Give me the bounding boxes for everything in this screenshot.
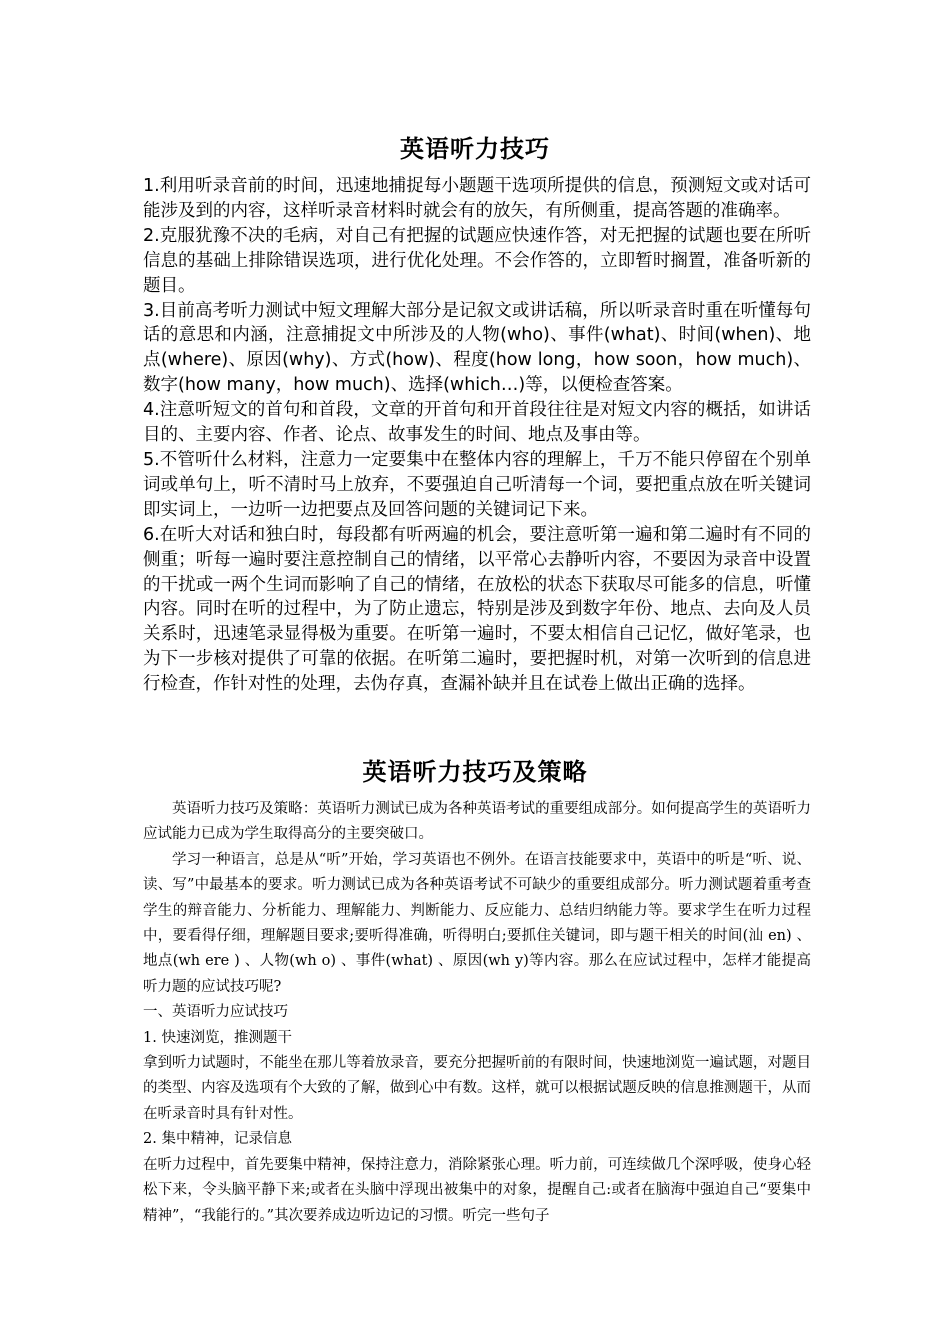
body-paragraph: 学习一种语言，总是从“听”开始，学习英语也不例外。在语言技能要求中，英语中的听是“听、说、读、写”中最基本的要求。听力测试已成为各种英语考试不可缺少的重要组成部分。听力测试题着重考查学生的辩音能力、分析能力、理解能力、判断能力、反应能力、总结归纳能力等。要求学生在听力过程中，要看得仔细，理解题目要求;要听得准确，听得明白;要抓住关键词，即与题干相关的时间(汕 en) 、地点(wh ere ) 、人物(wh o) 、事件(what) 、原因(wh y)等内容。那么在应试过程中，怎样才能提高听力题的应试技巧呢?	[143, 851, 811, 995]
tip-paragraph: 6.在听大对话和独白时，每段都有听两遍的机会，要注意听第一遍和第二遍时有不同的侧重；听每一遍时要注意控制自己的情绪，以平常心去静听内容，不要因为录音中设置的干扰或一两个生词而影响了自己的情绪，在放松的状态下获取尽可能多的信息，听懂内容。同时在听的过程中，为了防止遗忘，特别是涉及到数字年份、地点、去向及人员关系时，迅速笔录显得极为重要。在听第一遍时，不要太相信自己记忆，做好笔录，也为下一步核对提供了可靠的依据。在听第二遍时，要把握时机，对第一次听到的信息进行检查，作针对性的处理，去伪存真，查漏补缺并且在试卷上做出正确的选择。	[143, 524, 811, 695]
body-paragraph: 英语听力技巧及策略：英语听力测试已成为各种英语考试的重要组成部分。如何提高学生的英语听力应试能力已成为学生取得高分的主要突破口。	[143, 801, 811, 843]
subheading: 2. 集中精神，记录信息	[143, 1131, 292, 1148]
strategy-section	[143, 797, 811, 1229]
tip-paragraph: 5.不管听什么材料，注意力一定要集中在整体内容的理解上，千万不能只停留在个别单词或单句上，听不清时马上放弃，不要强迫自己听清每一个词，要把重点放在听关键词即实词上，一边听一边把要点及回答问题的关键词记下来。	[143, 449, 811, 520]
document-title: 英语听力技巧	[400, 134, 550, 163]
tip-paragraph: 4.注意听短文的首句和首段，文章的开首句和开首段往往是对短文内容的概括，如讲话目的、主要内容、作者、论点、故事发生的时间、地点及事由等。	[143, 400, 811, 446]
body-paragraph: 拿到听力试题时，不能坐在那儿等着放录音，要充分把握听前的有限时间，快速地浏览一遍试题，对题目的类型、内容及选项有个大致的了解，做到心中有数。这样，就可以根据试题反映的信息推测题干，从而在听录音时具有针对性。	[143, 1055, 811, 1122]
subheading: 1. 快速浏览，推测题干	[143, 1029, 292, 1046]
tip-paragraph: 3.目前高考听力测试中短文理解大部分是记叙文或讲话稿，所以听录音时重在听懂每句话的意思和内涵，注意捕捉文中所涉及的人物(who)、事件(what)、时间(when)、地点(where)、原因(why)、方式(how)、程度(how long，how soon，how much)、数字(how many，how much)、选择(which…)等，以便检查答案。	[143, 300, 811, 396]
tips-section	[143, 174, 811, 697]
section-title: 英语听力技巧及策略	[362, 757, 588, 786]
tip-paragraph: 1.利用听录音前的时间，迅速地捕捉每小题题干选项所提供的信息，预测短文或对话可能涉及到的内容，这样听录音材料时就会有的放矢，有所侧重，提高答题的准确率。	[143, 176, 811, 221]
tip-paragraph: 2.克服犹豫不决的毛病，对自己有把握的试题应快速作答，对无把握的试题也要在所听信息的基础上排除错误选项，进行优化处理。不会作答的，立即暂时搁置，准备听新的题目。	[143, 225, 811, 296]
subheading: 一、英语听力应试技巧	[143, 1004, 288, 1021]
body-paragraph: 在听力过程中，首先要集中精神，保持注意力，消除紧张心理。听力前，可连续做几个深呼吸，使身心轻松下来，令头脑平静下来;或者在头脑中浮现出被集中的对象，提醒自己:或者在脑海中强迫自己“要集中精神”，“我能行的。”其次要养成边听边记的习惯。听完一些句子	[143, 1156, 811, 1224]
